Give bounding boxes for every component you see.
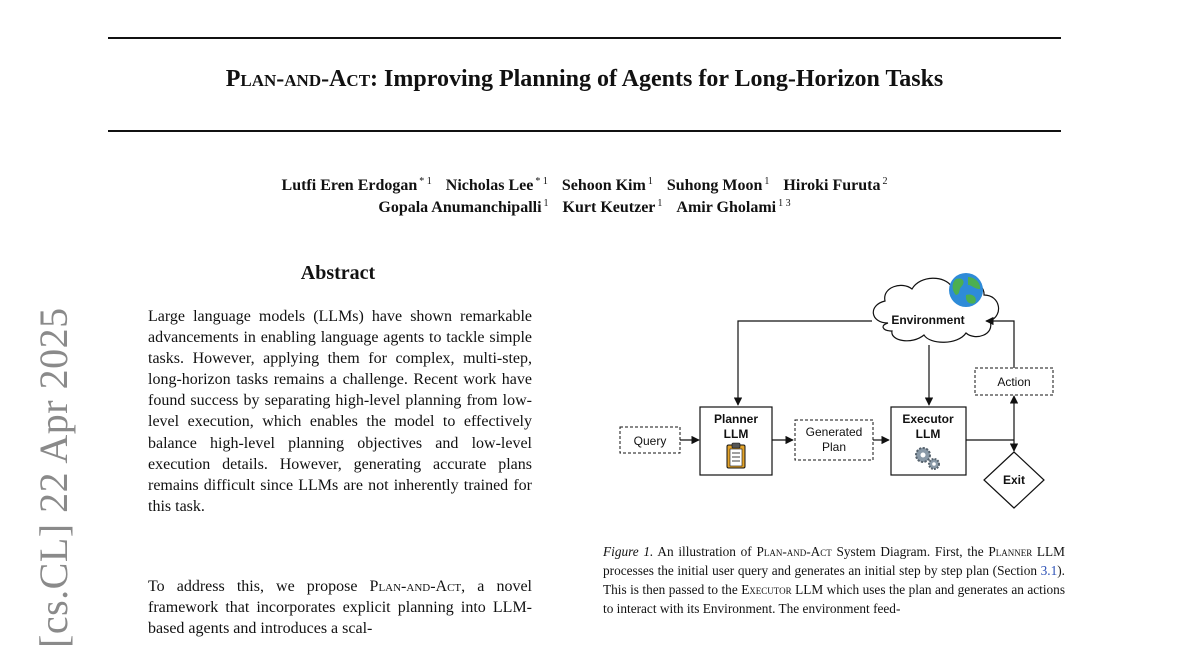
author-line-2	[108, 198, 1061, 217]
section-link[interactable]: 3.1	[1040, 563, 1058, 578]
planner-label-2: LLM	[723, 427, 749, 441]
abstract-paragraph-2: To address this, we propose Plan-and-Act, a novel framework that incorporates explicit planning into LLM-based agents and introduces a scal-	[148, 578, 532, 638]
executor-label-2: LLM	[915, 427, 941, 441]
title-rest: : Improving Planning of Agents for Long-Horizon Tasks	[370, 66, 944, 92]
author-line-1	[108, 176, 1061, 195]
clipboard-icon	[727, 443, 745, 468]
abstract-heading: Abstract	[300, 262, 376, 284]
arxiv-stamp: [cs.CL] 22 Apr 2025	[31, 307, 76, 648]
planner-label-1: Planner	[713, 412, 759, 426]
environment-label: Environment	[891, 313, 965, 327]
action-label: Action	[997, 375, 1031, 389]
title-method-name: Plan-and-Act	[225, 66, 371, 92]
globe-icon	[949, 273, 983, 307]
author: Nicholas Lee $^{* 1}$	[445, 176, 548, 195]
author: Lutfi Eren Erdogan $^{* 1}$	[281, 176, 432, 195]
executor-label-1: Executor	[902, 412, 954, 426]
exit-label: Exit	[1002, 473, 1026, 487]
generated-plan-label-1: Generated	[805, 425, 863, 439]
abstract-paragraph-1: Large language models (LLMs) have shown remarkable advancements in enabling language agents to tackle simple tasks. However, applying them for complex, multi-step, long-horizon tasks remains a challenge. Recent work have found success by separating high-level planning from low-level execution, which enables the model to effectively balance high-level planning objectives and low-level execution details. However, generating accurate plans remains difficult since LLMs are not inherently trained for this task.	[148, 308, 532, 515]
generated-plan-label-2: Plan	[821, 440, 847, 454]
author: Gopala Anumanchipalli $^1$	[378, 198, 549, 217]
author: Kurt Keutzer $^1$	[562, 198, 663, 217]
title-rule-top	[108, 37, 1061, 39]
title-rule-bottom	[108, 130, 1061, 132]
system-diagram	[600, 265, 1070, 515]
figure-caption: Figure 1. An illustration of Plan-and-Act System Diagram. First, the Planner LLM processes the initial user query and generates an initial step by step plan (Section 3.1). This is then passed to the Executor LLM which uses the plan and generates an actions to interact with its Environment. The environment feed-	[603, 544, 1065, 616]
paper-title	[108, 66, 1061, 93]
query-label: Query	[633, 434, 667, 448]
author: Hiroki Furuta $^2$	[783, 176, 888, 195]
author: Sehoon Kim $^1$	[561, 176, 653, 195]
author: Suhong Moon $^1$	[666, 176, 770, 195]
author: Amir Gholami $^{1 3}$	[676, 198, 791, 217]
